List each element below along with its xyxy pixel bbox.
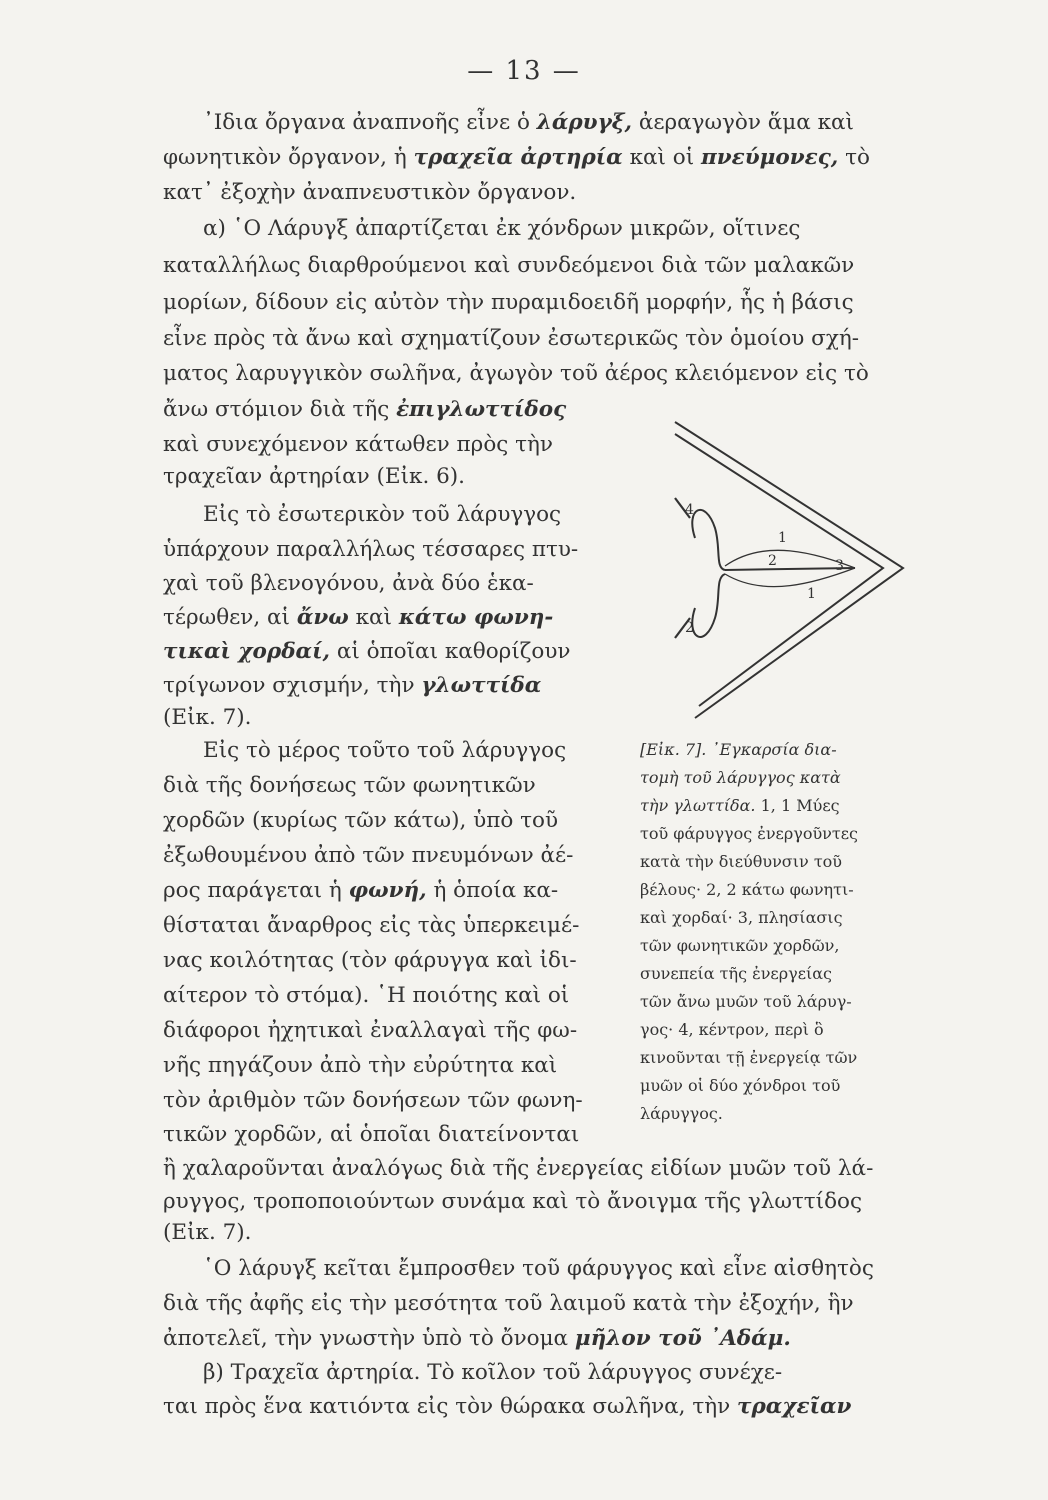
- text-line: ὑπάρχουν παραλλήλως τέσσαρες πτυ-: [163, 537, 579, 562]
- text-line: νας κοιλότητας (τὸν φάρυγγα καὶ ἰδι-: [163, 948, 577, 973]
- caption-line: συνεπεία τῆς ἐνεργείας: [640, 964, 833, 983]
- caption-line: καὶ χορδαί· 3, πλησίασις: [640, 908, 843, 927]
- text-line: ἄνω στόμιον διὰ τῆς ἐπιγλωττίδος: [163, 397, 567, 422]
- text-line: Εἰς τὸ ἐσωτερικὸν τοῦ λάρυγγος: [203, 502, 562, 527]
- text-line: καὶ συνεχόμενον κάτωθεν πρὸς τὴν: [163, 432, 553, 457]
- text-line: (Εἰκ. 7).: [163, 705, 252, 730]
- figure-label: 1: [807, 586, 816, 602]
- text-line: κατ᾽ ἐξοχὴν ἀναπνευστικὸν ὄργανον.: [163, 180, 577, 205]
- text-line: χαὶ τοῦ βλενογόνου, ἀνὰ δύο ἑκα-: [163, 571, 534, 596]
- text-line: φωνητικὸν ὄργανον, ἡ τραχεῖα ἀρτηρία καὶ οἱ πνεύμονες, τὸ: [163, 145, 870, 170]
- caption-line: βέλους· 2, 2 κάτω φωνητι-: [640, 880, 854, 899]
- caption-line: μυῶν οἱ δύο χόνδροι τοῦ: [640, 1076, 841, 1095]
- text-line: ἐξωθουμένου ἀπὸ τῶν πνευμόνων ἀέ-: [163, 843, 574, 868]
- text-line: τὸν ἀριθμὸν τῶν δονήσεων τῶν φωνη-: [163, 1088, 583, 1113]
- text-line: αίτερον τὸ στόμα). ῾Η ποιότης καὶ οἱ: [163, 983, 570, 1008]
- figure-label: 4: [685, 502, 694, 518]
- text-line: ται πρὸς ἕνα κατιόντα εἰς τὸν θώρακα σωλῆνα, τὴν τραχεῖαν: [163, 1394, 852, 1419]
- figure-label: 1: [778, 530, 787, 546]
- text-line: διὰ τῆς δονήσεως τῶν φωνητικῶν: [163, 773, 536, 798]
- text-line: τικαὶ χορδαί, αἱ ὁποῖαι καθορίζουν: [163, 639, 571, 664]
- text-line: ματος λαρυγγικὸν σωλῆνα, ἀγωγὸν τοῦ ἀέρος κλειόμενον εἰς τὸ: [163, 361, 869, 386]
- text-line: μορίων, δίδουν εἰς αὐτὸν τὴν πυραμιδοειδῆ μορφήν, ἧς ἡ βάσις: [163, 290, 854, 315]
- text-line: ἀποτελεῖ, τὴν γνωστὴν ὑπὸ τὸ ὄνομα μῆλον τοῦ ᾽Αδάμ.: [163, 1326, 791, 1351]
- text-line: τέρωθεν, αἱ ἄνω καὶ κάτω φωνη-: [163, 605, 554, 630]
- figure-label: 2: [685, 620, 694, 636]
- text-line: διὰ τῆς ἀφῆς εἰς τὴν μεσότητα τοῦ λαιμοῦ κατὰ τὴν ἐξοχήν, ἣν: [163, 1291, 854, 1316]
- text-line: ῾Ο λάρυγξ κεῖται ἔμπροσθεν τοῦ φάρυγγος καὶ εἶνε αἰσθητὸς: [203, 1256, 874, 1281]
- caption-line: τοῦ φάρυγγος ἐνεργοῦντες: [640, 824, 858, 843]
- larynx-cross-section-icon: [655, 418, 917, 730]
- caption-line: κινοῦνται τῇ ἐνεργείᾳ τῶν: [640, 1048, 858, 1067]
- caption-line: κατὰ τὴν διεύθυνσιν τοῦ: [640, 852, 843, 871]
- text-line: τικῶν χορδῶν, αἱ ὁποῖαι διατείνονται: [163, 1122, 580, 1147]
- text-line: θίσταται ἄναρθρος εἰς τὰς ὑπερκειμέ-: [163, 913, 580, 938]
- page-number: — 13 —: [467, 56, 581, 86]
- caption-line: τῶν ἄνω μυῶν τοῦ λάρυγ-: [640, 992, 852, 1011]
- text-line: ρος παράγεται ἡ φωνή, ἡ ὁποία κα-: [163, 878, 559, 903]
- text-line: καταλλήλως διαρθρούμενοι καὶ συνδεόμενοι διὰ τῶν μαλακῶν: [163, 253, 855, 278]
- text-line: χορδῶν (κυρίως τῶν κάτω), ὑπὸ τοῦ: [163, 808, 559, 833]
- text-line: (Εἰκ. 7).: [163, 1220, 252, 1245]
- text-line: Εἰς τὸ μέρος τοῦτο τοῦ λάρυγγος: [203, 738, 567, 763]
- text-line: διάφοροι ἠχητικαὶ ἐναλλαγαὶ τῆς φω-: [163, 1018, 578, 1043]
- text-line: ᾽Ιδια ὄργανα ἀναπνοῆς εἶνε ὁ λάρυγξ, ἀεραγωγὸν ἅμα καὶ: [203, 110, 854, 135]
- caption-line: τομὴ τοῦ λάρυγγος κατὰ: [640, 768, 841, 787]
- section-heading-trachea: β) Τραχεῖα ἀρτηρία. Τὸ κοῖλον τοῦ λάρυγγος συνέχε-: [203, 1360, 783, 1385]
- caption-line: τῶν φωνητικῶν χορδῶν,: [640, 936, 840, 955]
- text-line: νῆς πηγάζουν ἀπὸ τὴν εὐρύτητα καὶ: [163, 1053, 558, 1078]
- figure-7-illustration: [655, 418, 917, 730]
- text-line: ἢ χαλαροῦνται ἀναλόγως διὰ τῆς ἐνεργείας εἰδίων μυῶν τοῦ λά-: [163, 1156, 874, 1181]
- caption-line: τὴν γλωττίδα. 1, 1 Μύες: [640, 796, 840, 815]
- text-line: εἶνε πρὸς τὰ ἄνω καὶ σχηματίζουν ἐσωτερικῶς τὸν ὁμοίου σχή-: [163, 326, 860, 351]
- text-line: τρίγωνον σχισμήν, τὴν γλωττίδα: [163, 673, 542, 698]
- text-line: τραχεῖαν ἀρτηρίαν (Εἰκ. 6).: [163, 464, 466, 489]
- section-heading-larynx: α) ῾Ο Λάρυγξ ἀπαρτίζεται ἐκ χόνδρων μικρῶν, οἵτινες: [203, 216, 801, 241]
- figure-label: 2: [768, 553, 777, 569]
- figure-label: 3: [835, 558, 844, 574]
- caption-line: γος· 4, κέντρον, περὶ ὃ: [640, 1020, 824, 1039]
- caption-line: [Εἰκ. 7]. ᾽Εγκαρσία δια-: [640, 740, 837, 759]
- text-line: ρυγγος, τροποποιούντων συνάμα καὶ τὸ ἄνοιγμα τῆς γλωττίδος: [163, 1189, 863, 1214]
- caption-line: λάρυγγος.: [640, 1104, 723, 1123]
